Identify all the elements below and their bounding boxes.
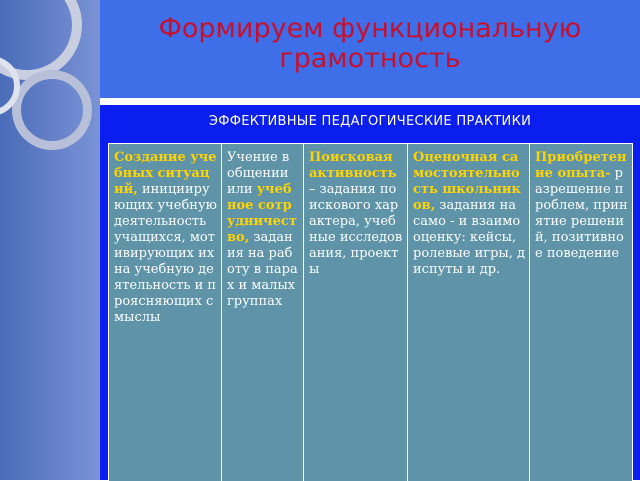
practice-heading: Оценочная самостоятельность школьников,: [413, 150, 521, 213]
practice-column-search: [304, 144, 408, 481]
practice-description: разрешение проблем, принятие решений, позитивное поведение: [535, 166, 628, 261]
practice-description: инициирующих учебную деятельность учащихся, мотивирующих их на учебную деятельность и проясняющих смыслы: [114, 182, 217, 325]
practice-description: – задания поискового характера, учебные исследования, проекты: [309, 182, 403, 277]
practice-column-cooperation: [222, 144, 304, 481]
slide-title: Формируем функциональную грамотность: [158, 13, 582, 74]
practice-description: задания на работу в парах и малых группах: [227, 230, 298, 309]
practice-lead-text: Учение в общении или: [227, 150, 290, 197]
practice-heading: Поисковая активность: [309, 150, 397, 181]
practice-column-situations: [109, 144, 222, 481]
header-divider: [100, 98, 640, 105]
practice-heading: Приобретение опыта-: [535, 150, 627, 181]
practices-table: [108, 143, 633, 481]
practice-column-experience: [530, 144, 633, 481]
practice-heading: Создание учебных ситуаций,: [114, 150, 217, 197]
slide-subtitle: ЭФФЕКТИВНЫЕ ПЕДАГОГИЧЕСКИЕ ПРАКТИКИ: [208, 114, 532, 129]
practice-heading: учебное сотрудничество,: [227, 182, 297, 245]
practice-column-assessment: [408, 144, 530, 481]
decorative-ring-icon: [12, 70, 92, 150]
practice-description: задания на само - и взаимооценку: кейсы, ролевые игры, диспуты и др.: [413, 198, 526, 277]
